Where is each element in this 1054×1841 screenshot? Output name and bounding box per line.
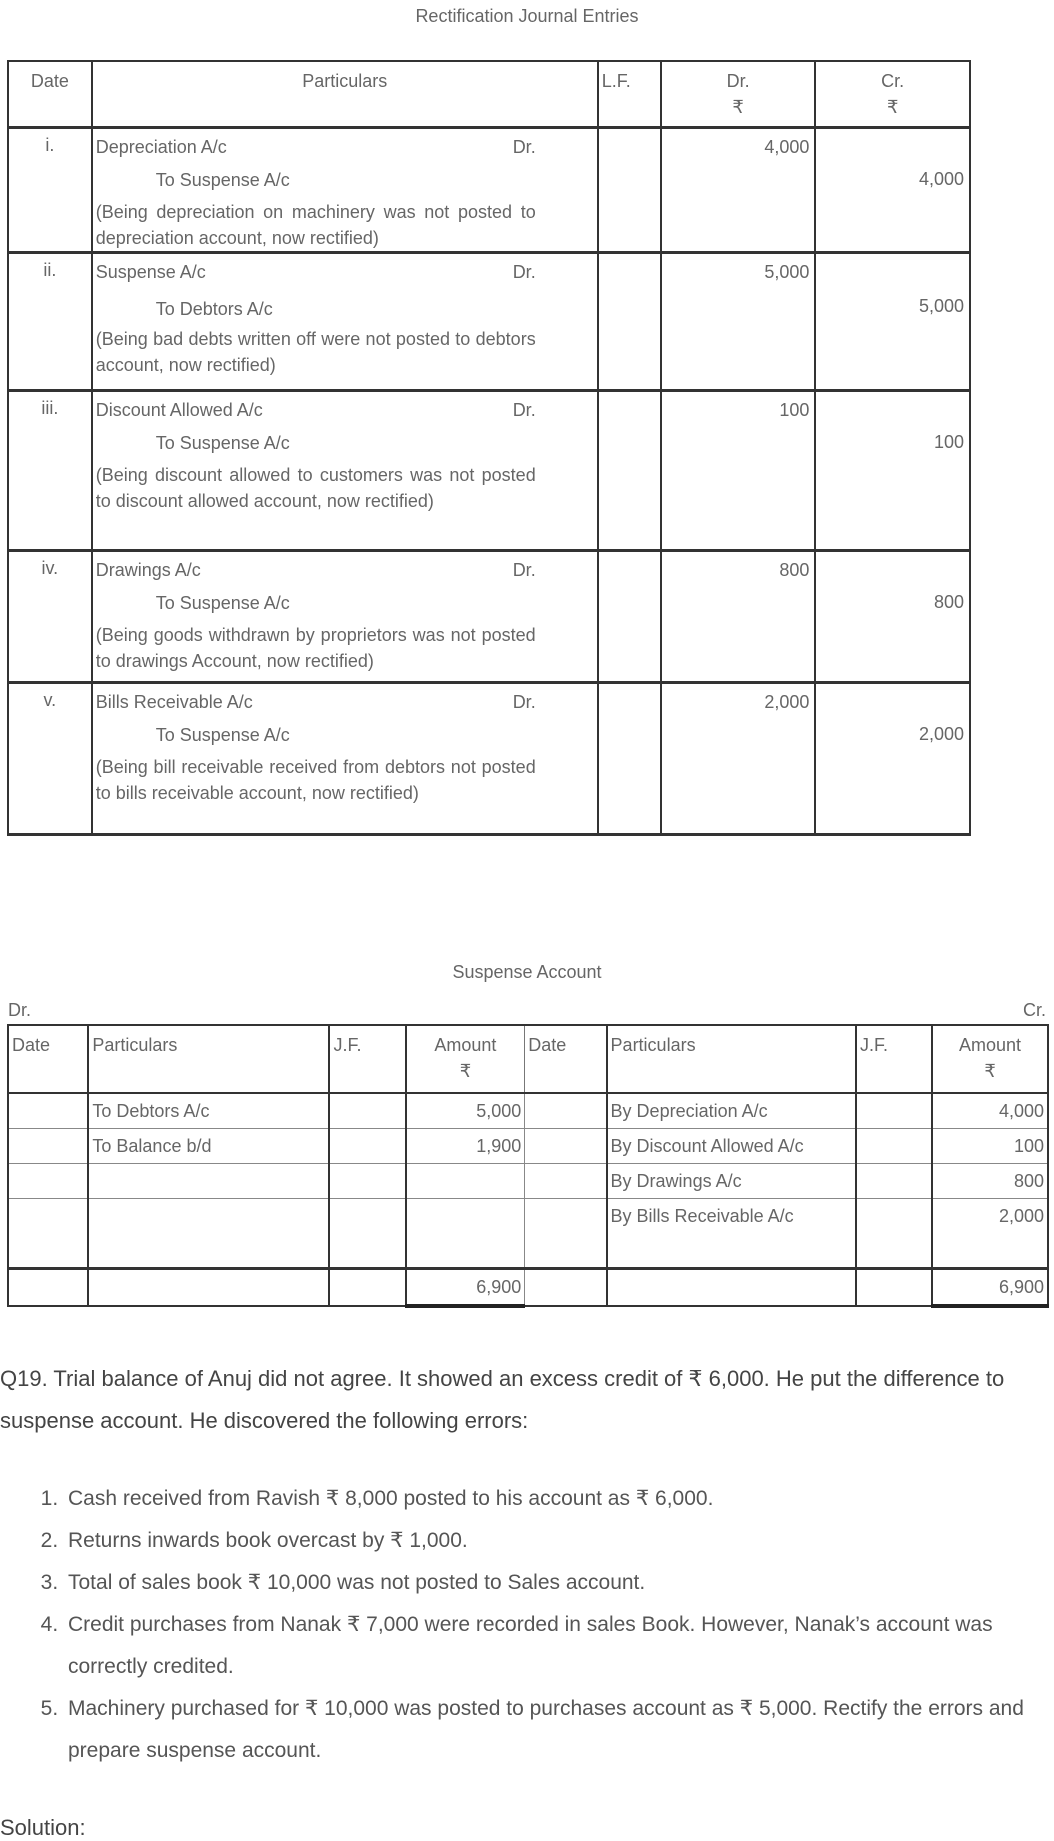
entry-lf [598,391,661,551]
header-cr-amount: Amount ₹ [932,1025,1048,1093]
narration: (Being goods withdrawn by proprietors was not posted to drawings Account, now rectified) [95,625,536,671]
list-item: 4. Credit purchases from Nanak ₹ 7,000 were recorded in sales Book. However, Nanak’s account was correctly credited. [64,1604,1044,1688]
header-cr-jf: J.F. [856,1025,932,1093]
cr-particulars: By Drawings A/c [607,1164,856,1199]
errors-list [0,1478,1044,1772]
journal-caption: Rectification Journal Entries [415,6,639,26]
entry-lf [598,253,661,391]
header-cr: Cr. ₹ [815,61,970,128]
entry-particulars [92,391,598,551]
dr-amount [406,1164,525,1199]
header-dr-jf: J.F. [329,1025,405,1093]
entry-particulars [92,128,598,253]
entry-dr-amount: 2,000 [661,683,816,835]
question-text: Q19. Trial balance of Anuj did not agree. It showed an excess credit of ₹ 6,000. He put the difference to suspense account. He discovered the following errors: [0,1366,1005,1433]
rupee-icon: ₹ [459,1061,472,1081]
cr-particulars: By Discount Allowed A/c [607,1129,856,1164]
credit-account: To Suspense A/c [155,725,290,745]
narration: (Being depreciation on machinery was not posted to depreciation account, now rectified) [95,202,536,248]
credit-account: To Debtors A/c [155,299,273,319]
suspense-row [8,1199,1048,1269]
header-dr-amount: Amount ₹ [406,1025,525,1093]
narration: (Being bad debts written off were not posted to debtors account, now rectified) [95,329,536,375]
dr-particulars [88,1199,329,1269]
journal-header-row [8,61,970,128]
entry-date: v. [8,683,92,835]
list-item: 3. Total of sales book ₹ 10,000 was not posted to Sales account. [64,1562,1044,1604]
dr-label: Dr. [8,1000,32,1020]
entry-lf [598,551,661,683]
debit-account: Bills Receivable A/c [95,692,253,712]
cr-amount: 4,000 [932,1093,1048,1129]
cr-amount: 2,000 [932,1199,1048,1269]
journal-entry-row [8,128,970,253]
narration: (Being bill receivable received from debtors not posted to bills receivable account, now rectified) [95,757,536,803]
solution-heading: Solution: [0,1815,86,1840]
entry-date: ii. [8,253,92,391]
entry-cr-amount: 4,000 [815,128,970,253]
header-date: Date [8,61,92,128]
entry-cr-amount: 2,000 [815,683,970,835]
dr-marker: Dr. [512,560,536,580]
header-cr-date: Date [525,1025,607,1093]
dr-marker: Dr. [512,400,536,420]
entry-dr-amount: 4,000 [661,128,816,253]
header-dr-particulars: Particulars [88,1025,329,1093]
entry-particulars [92,551,598,683]
dr-total: 6,900 [406,1269,525,1307]
journal-entry-row [8,551,970,683]
header-cr-particulars: Particulars [607,1025,856,1093]
journal-entry-row [8,253,970,391]
cr-particulars: By Depreciation A/c [607,1093,856,1129]
debit-account: Drawings A/c [95,560,201,580]
dr-amount [406,1199,525,1269]
entry-date: iii. [8,391,92,551]
dr-marker: Dr. [512,262,536,282]
entry-lf [598,683,661,835]
suspense-header-row [8,1025,1048,1093]
header-dr: Dr. ₹ [661,61,816,128]
cr-total: 6,900 [932,1269,1048,1307]
rupee-icon: ₹ [984,1061,996,1081]
entry-cr-amount: 800 [815,551,970,683]
suspense-row [8,1093,1048,1129]
list-item: 1. Cash received from Ravish ₹ 8,000 posted to his account as ₹ 6,000. [64,1478,1044,1520]
journal-entry-row [8,683,970,835]
rectification-journal-table [7,60,971,836]
cr-amount: 100 [932,1129,1048,1164]
dr-particulars: To Balance b/d [88,1129,329,1164]
debit-account: Discount Allowed A/c [95,400,263,420]
credit-account: To Suspense A/c [155,170,290,190]
rupee-icon: ₹ [886,97,899,117]
dr-amount: 1,900 [406,1129,525,1164]
suspense-account-table [7,1024,1049,1308]
rupee-icon: ₹ [732,97,744,117]
suspense-row [8,1129,1048,1164]
debit-account: Suspense A/c [95,262,206,282]
dr-particulars [88,1164,329,1199]
entry-dr-amount: 5,000 [661,253,816,391]
journal-entry-row [8,391,970,551]
debit-account: Depreciation A/c [95,137,227,157]
entry-lf [598,128,661,253]
entry-particulars [92,253,598,391]
list-item: 2. Returns inwards book overcast by ₹ 1,000. [64,1520,1044,1562]
header-dr-date: Date [8,1025,88,1093]
dr-marker: Dr. [512,692,536,712]
dr-particulars: To Debtors A/c [88,1093,329,1129]
credit-account: To Suspense A/c [155,433,290,453]
suspense-row [8,1164,1048,1199]
cr-amount: 800 [932,1164,1048,1199]
entry-particulars [92,683,598,835]
credit-account: To Suspense A/c [155,593,290,613]
suspense-caption: Suspense Account [452,962,602,982]
entry-dr-amount: 100 [661,391,816,551]
header-lf: L.F. [598,61,661,128]
entry-date: i. [8,128,92,253]
header-particulars: Particulars [92,61,598,128]
narration: (Being discount allowed to customers was not posted to discount allowed account, now rectified) [95,465,536,511]
cr-particulars: By Bills Receivable A/c [607,1199,856,1269]
dr-marker: Dr. [512,137,536,157]
entry-dr-amount: 800 [661,551,816,683]
suspense-total-row [8,1269,1048,1307]
entry-cr-amount: 5,000 [815,253,970,391]
dr-amount: 5,000 [406,1093,525,1129]
list-item: 5. Machinery purchased for ₹ 10,000 was posted to purchases account as ₹ 5,000. Rectify the errors and prepare suspense account. [64,1688,1044,1772]
entry-date: iv. [8,551,92,683]
cr-label: Cr. [1022,1000,1046,1020]
entry-cr-amount: 100 [815,391,970,551]
